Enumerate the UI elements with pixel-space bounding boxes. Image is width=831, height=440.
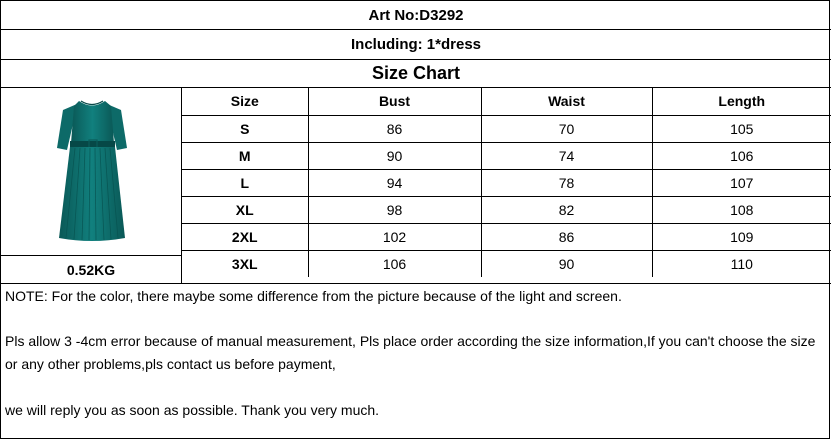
package-weight: 0.52KG	[1, 256, 182, 283]
length-cell: 110	[652, 250, 831, 277]
waist-cell: 90	[481, 250, 652, 277]
size-cell: XL	[182, 196, 308, 223]
dress-illustration	[1, 88, 182, 256]
size-cell: L	[182, 169, 308, 196]
length-cell: 105	[652, 115, 831, 142]
length-cell: 108	[652, 196, 831, 223]
size-cell: 3XL	[182, 250, 308, 277]
size-cell: 2XL	[182, 223, 308, 250]
bust-cell: 94	[308, 169, 481, 196]
column-header-size: Size	[182, 88, 308, 115]
length-cell: 109	[652, 223, 831, 250]
table-row	[182, 223, 831, 250]
size-table	[182, 88, 831, 277]
package-contents: Including: 1*dress	[1, 30, 831, 60]
table-row	[182, 250, 831, 277]
color-note: NOTE: For the color, there maybe some difference from the picture because of the light and screen.	[5, 288, 622, 304]
waist-cell: 70	[481, 115, 652, 142]
reply-note: we will reply you as soon as possible. Thank you very much.	[5, 402, 380, 418]
bust-cell: 98	[308, 196, 481, 223]
length-cell: 106	[652, 142, 831, 169]
table-row	[182, 196, 831, 223]
waist-cell: 78	[481, 169, 652, 196]
measurement-note: Pls allow 3 -4cm error because of manual measurement, Pls place order according the size information,If you can't choose the size or any other problems,pls contact us before payment,	[5, 333, 816, 372]
length-cell: 107	[652, 169, 831, 196]
column-header-length: Length	[652, 88, 831, 115]
bust-cell: 86	[308, 115, 481, 142]
art-number: Art No:D3292	[1, 1, 831, 30]
column-header-bust: Bust	[308, 88, 481, 115]
size-cell: S	[182, 115, 308, 142]
table-row	[182, 115, 831, 142]
table-header-row	[182, 88, 831, 115]
table-row	[182, 169, 831, 196]
waist-cell: 74	[481, 142, 652, 169]
waist-cell: 82	[481, 196, 652, 223]
column-header-waist: Waist	[481, 88, 652, 115]
notes-section	[1, 283, 831, 440]
bust-cell: 102	[308, 223, 481, 250]
size-chart-title: Size Chart	[1, 60, 831, 88]
product-photo-cell	[1, 88, 182, 256]
waist-cell: 86	[481, 223, 652, 250]
table-row	[182, 142, 831, 169]
bust-cell: 90	[308, 142, 481, 169]
size-cell: M	[182, 142, 308, 169]
bust-cell: 106	[308, 250, 481, 277]
